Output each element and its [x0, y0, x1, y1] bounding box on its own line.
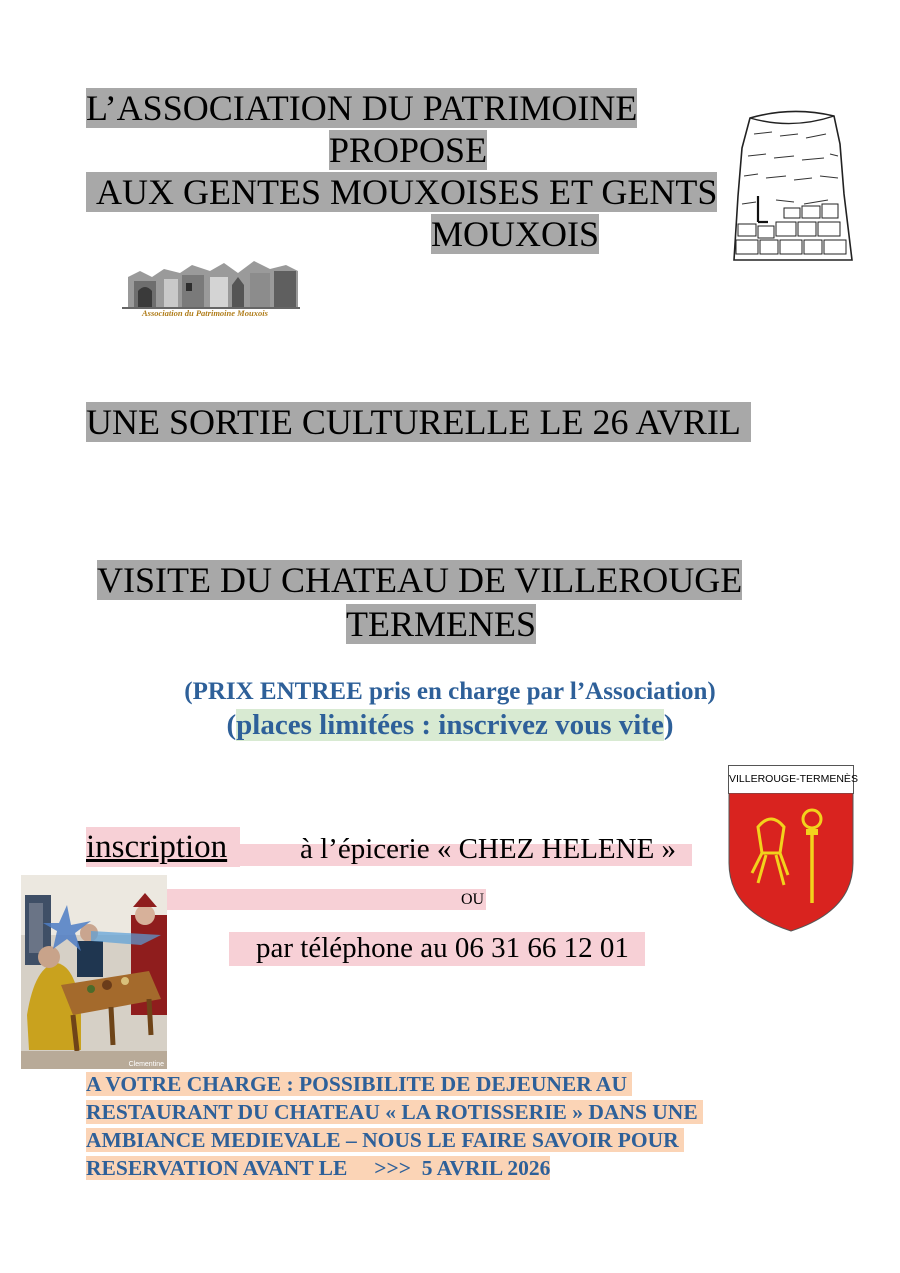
logo-caption: Association du Patrimoine Mouxois	[142, 308, 268, 318]
crest-label: VILLEROUGE-TERMENÈS	[728, 765, 854, 794]
header-line-4: MOUXOIS	[431, 214, 600, 254]
lunch-notice-line-1: A VOTRE CHARGE : POSSIBILITE DE DEJEUNER AU	[86, 1070, 826, 1098]
places-text: places limitées : inscrivez vous vite	[236, 709, 664, 741]
lunch-notice-line-4: RESERVATION AVANT LE >>> 5 AVRIL 2026	[86, 1156, 551, 1180]
medieval-dinner-image	[21, 875, 167, 1069]
or-highlight-bar	[166, 889, 486, 910]
places-close-paren: )	[663, 709, 674, 741]
medieval-dinner-photo	[21, 875, 167, 1069]
event-headline: UNE SORTIE CULTURELLE LE 26 AVRIL	[86, 402, 751, 442]
lunch-notice	[86, 1070, 826, 1182]
header-line-2: PROPOSE	[329, 130, 488, 170]
header-line-3: AUX GENTES MOUXOISES ET GENTS	[86, 172, 717, 212]
lunch-notice-line-2: RESTAURANT DU CHATEAU « LA ROTISSERIE » DANS UNE	[86, 1098, 826, 1126]
crest-shield-icon	[728, 793, 854, 933]
shop-info: à l’épicerie « CHEZ HELENE »	[300, 833, 677, 865]
association-logo	[120, 255, 302, 323]
visit-title-line-2: TERMENES	[346, 604, 537, 644]
header-line-1: L’ASSOCIATION DU PATRIMOINE	[86, 88, 638, 128]
tower-drawing	[728, 104, 858, 268]
lunch-notice-line-3: AMBIANCE MEDIEVALE – NOUS LE FAIRE SAVOIR POUR	[86, 1126, 826, 1154]
or-separator: OU	[461, 891, 485, 908]
deadline: 5 AVRIL 2026	[421, 1156, 551, 1180]
inscription-label: inscription	[86, 829, 228, 865]
places-open-paren: (	[226, 709, 237, 741]
arrows: >>>	[374, 1156, 411, 1180]
visit-title-line-1: VISITE DU CHATEAU DE VILLEROUGE	[97, 560, 743, 600]
price-note: (PRIX ENTREE pris en charge par l’Association)	[184, 678, 716, 705]
phone-info: par téléphone au 06 31 66 12 01	[256, 932, 629, 964]
photo-credit: Clementine	[128, 1061, 164, 1068]
places-note	[0, 709, 900, 742]
tower-icon	[728, 104, 858, 268]
villerouge-crest	[728, 765, 858, 933]
